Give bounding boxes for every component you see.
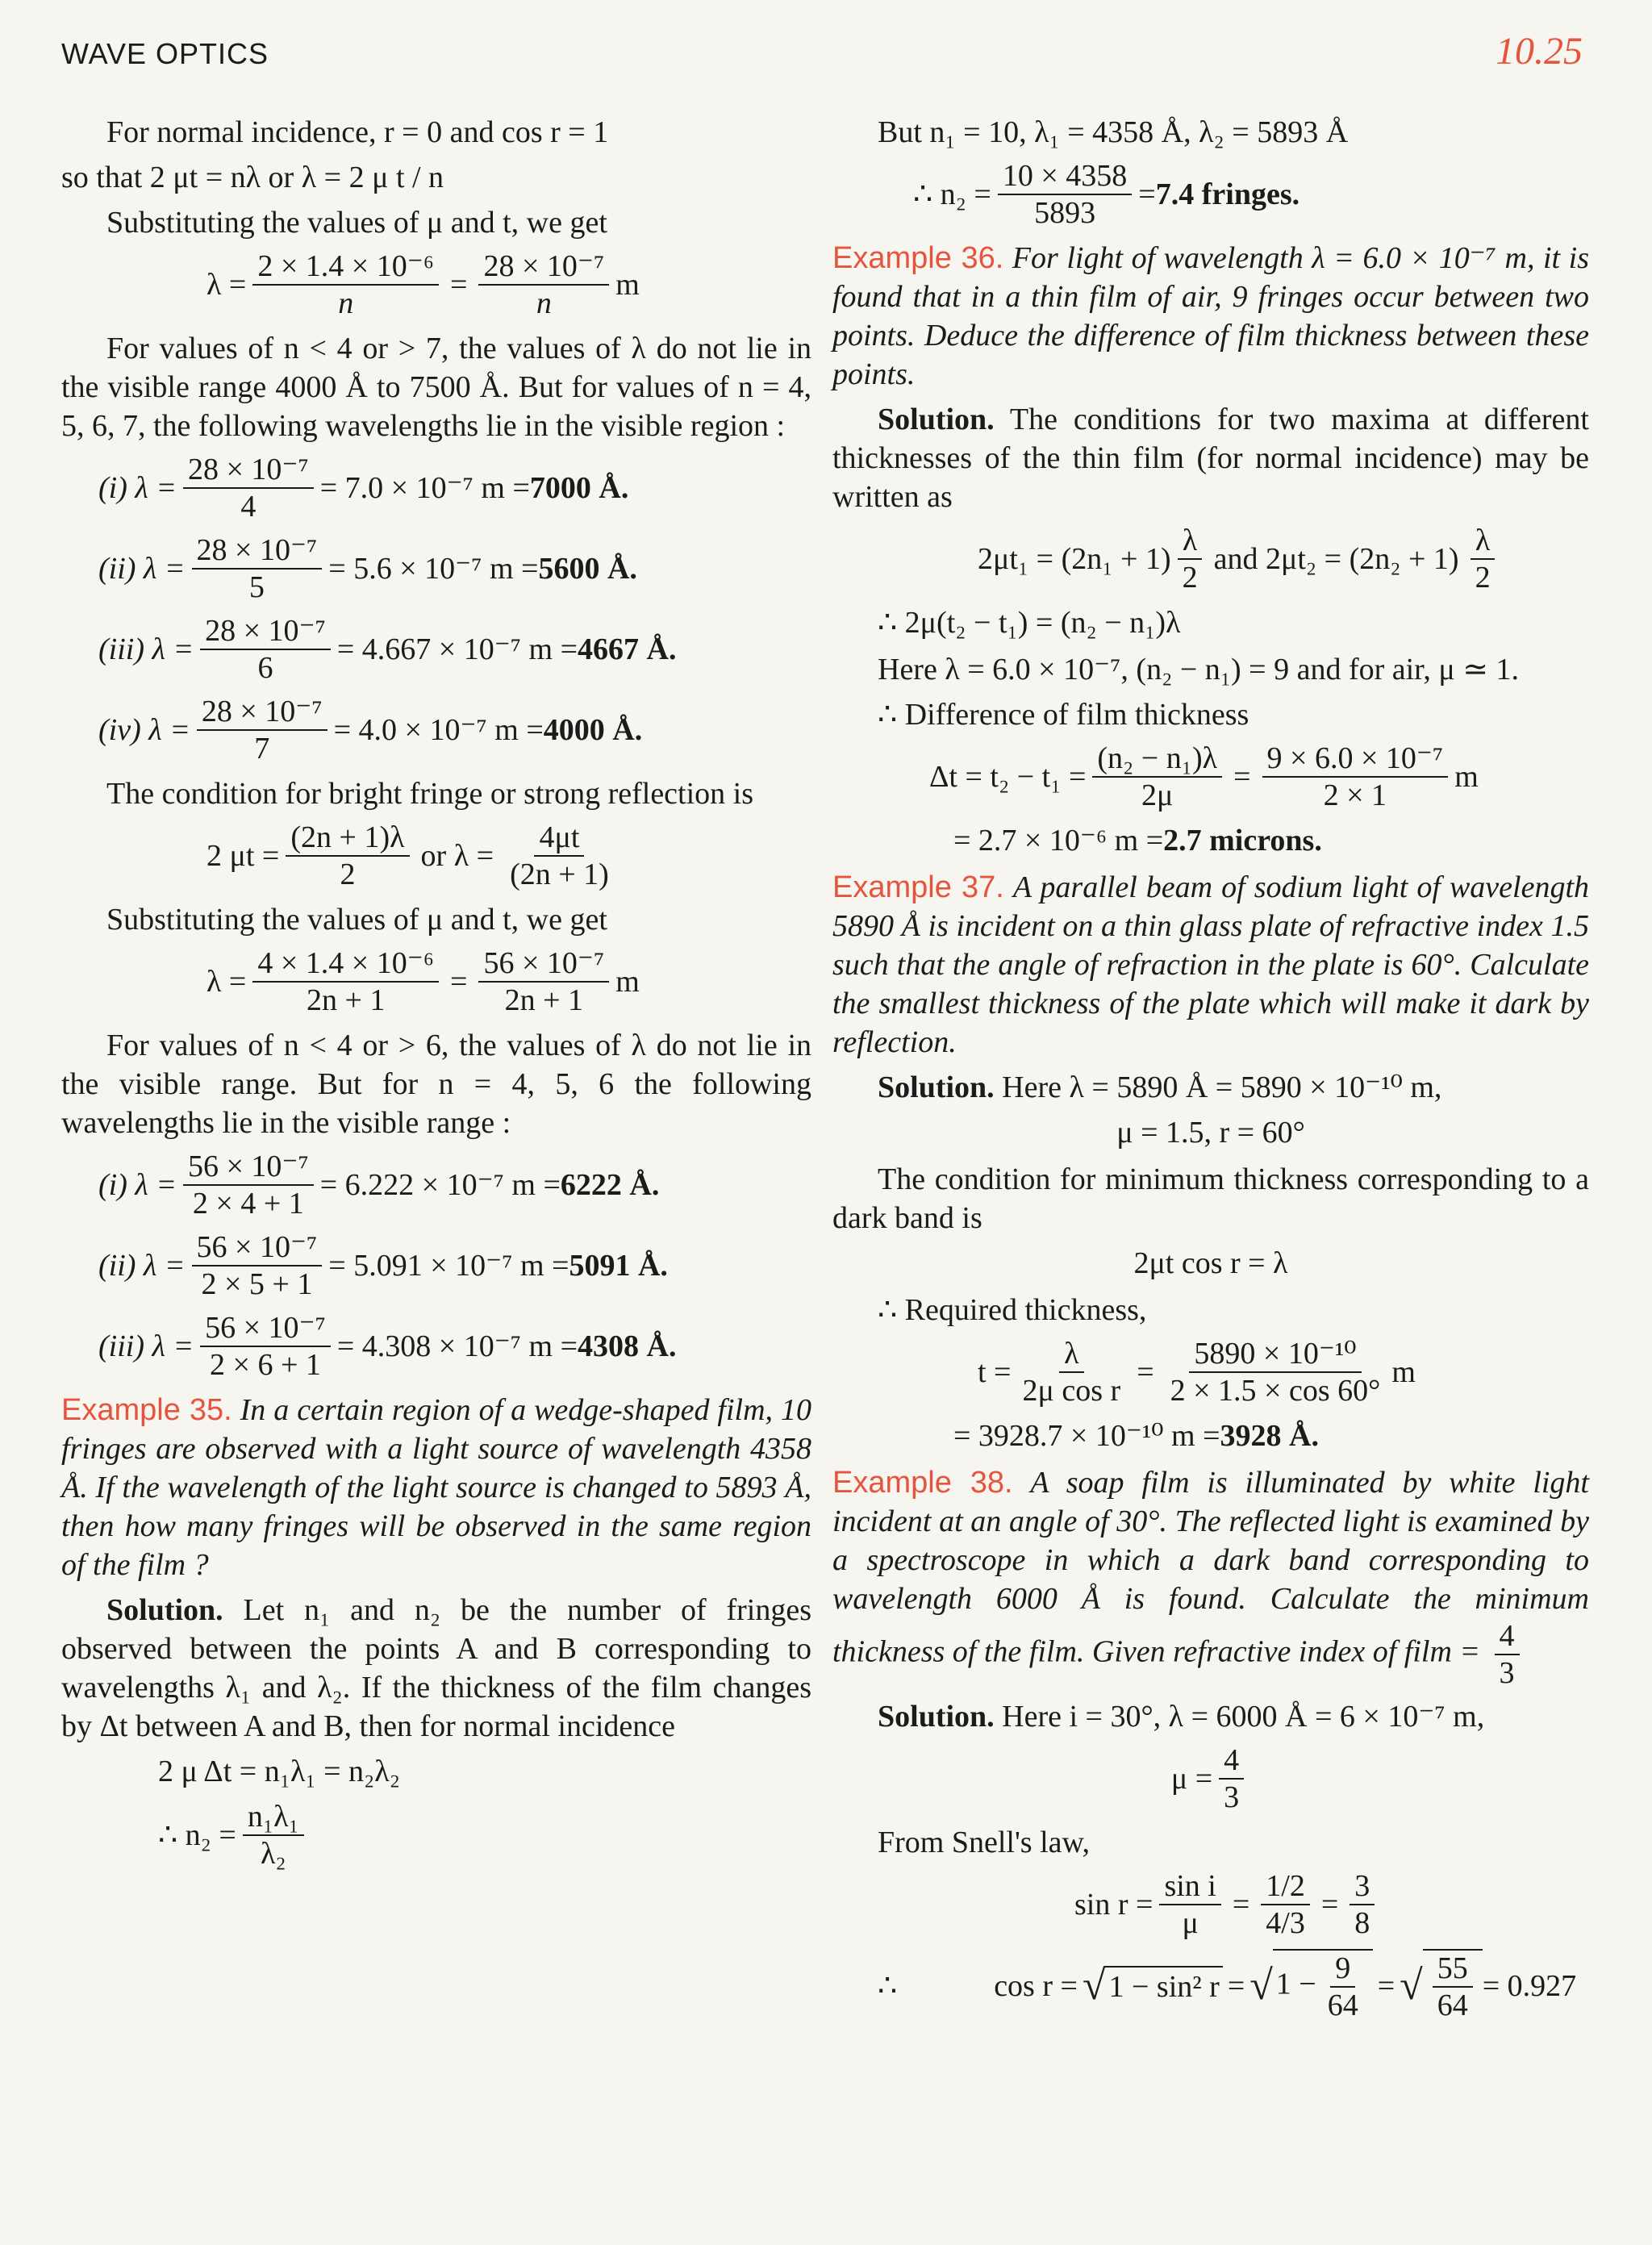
equation: Δt = t₂ − t₁ = $\frac{\text{(n₂ − n₁)λ}}{2\mu}$ = $\frac{\text{9 × 6.0 × 10⁻⁷}}{2 \times 1}$ m bbox=[929, 741, 1479, 812]
equation: λ = $\frac{\text{4 × 1.4 × 10⁻⁶}}{2n + 1}$ = $\frac{\text{56 × 10⁻⁷}}{2n + 1}$ m bbox=[206, 946, 640, 1017]
solution bbox=[61, 1591, 811, 1746]
equation: 2 μt = $\frac{(2n + 1)\lambda}{2}$ or λ = $\frac{4\mu t}{(2n + 1)}$ bbox=[206, 820, 609, 891]
equation: = 3928.7 × 10⁻¹⁰ m = 3928 Å. bbox=[953, 1419, 1319, 1453]
wavelength-item: (i) λ = $\frac{\text{28 × 10⁻⁷}}{4}$ = 7.0 × 10⁻⁷ m = 7000 Å. bbox=[98, 453, 629, 524]
paragraph: ∴ Difference of film thickness bbox=[878, 698, 1249, 732]
paragraph: For values of n < 4 or > 6, the values of λ do not lie in the visible range. But for n = 4, 5, 6 the following wavelengths lie in the visible range : bbox=[61, 1029, 811, 1140]
example-title: Example 38. bbox=[832, 1466, 1013, 1500]
paragraph: For values of n < 4 or > 7, the values of λ do not lie in the visible range 4000 Å to 7500 Å. But for values of n = 4, 5, 6, 7, the following wavelengths lie in the visible region : bbox=[61, 332, 811, 443]
example-text: In a certain region of a wedge-shaped film, 10 fringes are observed with a light source of wavelength 4358 Å. If the wavelength of the light source is changed to 5893 Å, then how many fringes will be observed in the same region of the film ? bbox=[61, 1393, 811, 1582]
wavelength-item: (iii) λ = $\frac{\text{56 × 10⁻⁷}}{2 \times 6 + 1}$ = 4.308 × 10⁻⁷ m = 4308 Å. bbox=[98, 1311, 677, 1382]
solution-label: Solution. bbox=[878, 1700, 995, 1734]
left-column bbox=[61, 113, 811, 1880]
example-text: A soap film is illuminated by white light incident at an angle of 30°. The reflected light is examined by a spectroscope in which a dark band corresponding to wavelength 6000 Å is found. Calculate the minimum thickness of the film. Given refractive index of film = bbox=[832, 1466, 1589, 1669]
solution-text: Let n₁ and n₂ be the number of fringes observed between the points A and B corresponding to wavelengths λ₁ and λ₂. If the thickness of the film changes by Δt between A and B, then for normal incidence bbox=[61, 1593, 812, 1743]
paragraph: The condition for bright fringe or strong reflection is bbox=[106, 777, 754, 811]
wavelength-item: (iii) λ = $\frac{\text{28 × 10⁻⁷}}{6}$ = 4.667 × 10⁻⁷ m = 4667 Å. bbox=[98, 614, 677, 685]
solution bbox=[832, 1068, 1589, 1107]
example-title: Example 36. bbox=[832, 241, 1004, 275]
paragraph: The condition for minimum thickness corresponding to a dark band is bbox=[832, 1162, 1589, 1235]
equation: ∴ n₂ = $\frac{\text{n₁λ₁}}{\text{λ₂}}$ bbox=[158, 1799, 811, 1872]
example-text: For light of wavelength λ = 6.0 × 10⁻⁷ m, it is found that in a thin film of air, 9 fringes occur between two points. Deduce the difference of film thickness between these points. bbox=[832, 241, 1589, 391]
example-title: Example 37. bbox=[832, 870, 1004, 904]
wavelength-item: (i) λ = $\frac{\text{56 × 10⁻⁷}}{2 \times 4 + 1}$ = 6.222 × 10⁻⁷ m = 6222 Å. bbox=[98, 1150, 660, 1221]
paragraph: For normal incidence, r = 0 and cos r = 1 bbox=[106, 115, 609, 149]
solution-text: Here i = 30°, λ = 6000 Å = 6 × 10⁻⁷ m, bbox=[1002, 1700, 1485, 1734]
wavelength-list bbox=[61, 1149, 811, 1383]
right-column bbox=[832, 113, 1589, 2031]
paragraph: Substituting the values of μ and t, we get bbox=[106, 903, 607, 937]
equation: ∴ 2μ(t₂ − t₁) = (n₂ − n₁)λ bbox=[878, 606, 1181, 640]
running-header: WAVE OPTICS bbox=[61, 37, 269, 70]
equation: t = $\frac{\lambda}{\text{2μ cos r}}$ = $\frac{\text{5890 × 10⁻¹⁰}}{2 \times 1.5 \times \cos 60^\circ}$ m bbox=[978, 1337, 1416, 1408]
equation: 2μt₁ = (2n₁ + 1) $\frac{\lambda}{2}$ and 2μt₂ = (2n₂ + 1) $\frac{\lambda}{2}$ bbox=[978, 523, 1589, 595]
example-36 bbox=[832, 239, 1589, 394]
paragraph: But n₁ = 10, λ₁ = 4358 Å, λ₂ = 5893 Å bbox=[878, 115, 1349, 149]
page-number: 10.25 bbox=[1496, 30, 1583, 73]
example-text: A parallel beam of sodium light of wavelength 5890 Å is incident on a thin glass plate of refractive index 1.5 such that the angle of refraction in the plate is 60°. Calculate the smallest thickness of the plate which will make it dark by reflection. bbox=[832, 870, 1590, 1059]
paragraph: so that 2 μt = nλ or λ = 2 μ t / n bbox=[61, 161, 444, 194]
equation: λ = $\frac{\text{2 × 1.4 × 10⁻⁶}}{n}$ = $\frac{\text{28 × 10⁻⁷}}{n}$ m bbox=[206, 249, 640, 320]
solution-label: Solution. bbox=[878, 403, 995, 436]
solution-label: Solution. bbox=[106, 1593, 223, 1627]
equation: μ = 1.5, r = 60° bbox=[1116, 1116, 1305, 1150]
equation: μ = $\frac{4}{3}$ bbox=[832, 1742, 1589, 1815]
sqrt-icon: √ bbox=[1400, 1963, 1423, 2009]
wavelength-item: (ii) λ = $\frac{\text{56 × 10⁻⁷}}{2 \times 5 + 1}$ = 5.091 × 10⁻⁷ m = 5091 Å. bbox=[98, 1230, 668, 1301]
paragraph: ∴ Required thickness, bbox=[878, 1293, 1147, 1327]
paragraph: Substituting the values of μ and t, we get bbox=[106, 206, 607, 240]
equation: = 2.7 × 10⁻⁶ m = 2.7 microns. bbox=[953, 824, 1322, 858]
example-38 bbox=[832, 1463, 1589, 1691]
refractive-index-fraction: $\frac{4}{3}$ bbox=[1495, 1618, 1520, 1691]
equation: ∴ n₂ = $\frac{10 \times 4358}{5893}$ = 7.4 fringes. bbox=[913, 159, 1300, 230]
equation: sin r = $\frac{\text{sin i}}{\mu}$ = $\frac{1/2}{4/3}$ = $\frac{3}{8}$ bbox=[1074, 1868, 1589, 1941]
wavelength-item: (ii) λ = $\frac{\text{28 × 10⁻⁷}}{5}$ = 5.6 × 10⁻⁷ m = 5600 Å. bbox=[98, 533, 637, 604]
wavelength-list bbox=[61, 452, 811, 766]
solution-label: Solution. bbox=[878, 1070, 995, 1104]
solution bbox=[832, 400, 1589, 516]
equation: 2 μ Δt = n₁λ₁ = n₂λ₂ bbox=[158, 1755, 400, 1788]
paragraph: From Snell's law, bbox=[878, 1826, 1090, 1859]
paragraph: Here λ = 6.0 × 10⁻⁷, (n₂ − n₁) = 9 and for air, μ ≃ 1. bbox=[878, 653, 1520, 686]
equation: 2μt cos r = λ bbox=[1133, 1246, 1288, 1280]
example-35 bbox=[61, 1391, 811, 1584]
solution-text: The conditions for two maxima at different thicknesses of the thin film (for normal incidence) may be written as bbox=[832, 403, 1589, 514]
example-title: Example 35. bbox=[61, 1393, 232, 1427]
solution-text: Here λ = 5890 Å = 5890 × 10⁻¹⁰ m, bbox=[1002, 1070, 1442, 1104]
sqrt-icon: √ bbox=[1082, 1963, 1106, 2009]
equation: ∴ cos r = √ 1 − sin² r = √ 1 − $\frac{9}{64}$ = √ $\frac{55}{64}$ = 0.927 bbox=[878, 1949, 1589, 2023]
solution bbox=[832, 1697, 1589, 1736]
example-37 bbox=[832, 868, 1589, 1062]
wavelength-item: (iv) λ = $\frac{\text{28 × 10⁻⁷}}{7}$ = 4.0 × 10⁻⁷ m = 4000 Å. bbox=[98, 695, 643, 766]
sqrt-icon: √ bbox=[1249, 1963, 1273, 2009]
